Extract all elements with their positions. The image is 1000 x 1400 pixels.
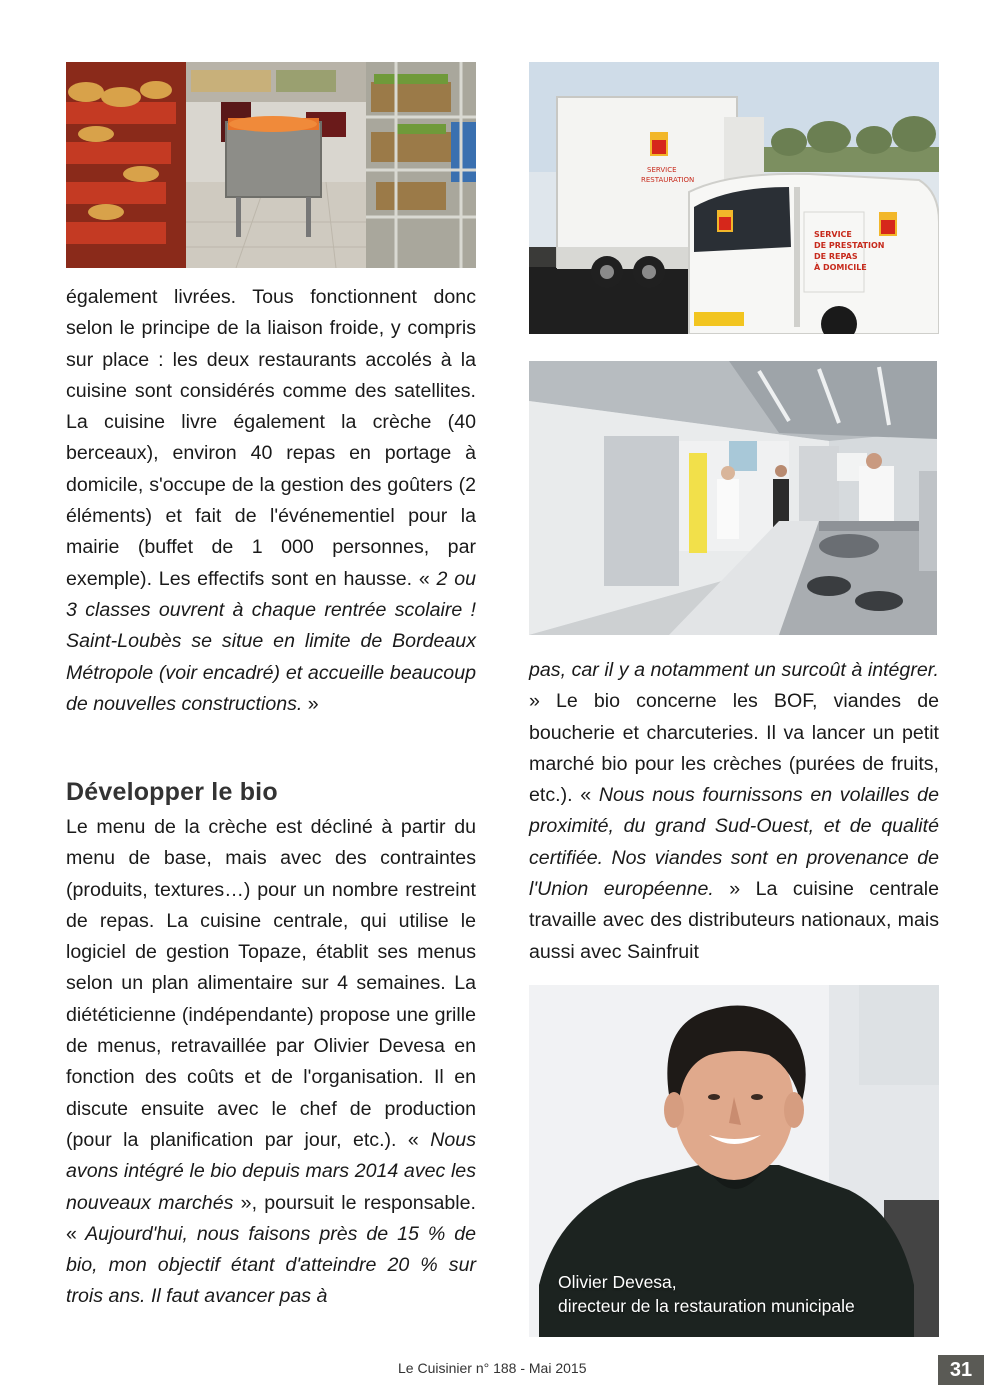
paragraph: Le menu de la crèche est décliné à partir du menu de base, mais avec des contraintes (produits, textures…) pour un nombre restreint de repas. La cuisine centrale, qui utilise le logiciel de gestion Topaze, établit ses menus selon un plan alimentaire sur 4 semaines. La diététicienne (indépendante) propose une grille de menus, retravaillée par Olivier Devesa en fonction des coûts et de l'organisation. Il en discute ensuite avec le chef de production (pour la planification par jour, etc.). « Nous avons intégré le bio depuis mars 2014 avec les nouveaux marchés », poursuit le responsable. « Aujourd'hui, nous faisons près de 15 % de bio, mon objectif étant d'atteindre 20 % sur trois ans. Il faut avancer pas à [66, 816, 476, 1308]
paragraph: pas, car il y a notamment un surcoût à intégrer. » Le bio concerne les BOF, viandes de boucherie et charcuteries. Il va lancer un petit marché bio pour les crèches (purées de fruits, etc.). « Nous nous fournissons en volailles de proximité, du grand Sud-Ouest, et de qualité certifiée. Nos viandes sont en provenance de l'Union européenne. » La cuisine centrale travaille avec des distributeurs nationaux, mais aussi avec Sainfruit [529, 659, 939, 963]
footer-publication: Le Cuisinier n° 188 - Mai 2015 [398, 1360, 587, 1376]
van-label-1: SERVICE [814, 230, 852, 239]
storage-room-photo [66, 62, 476, 268]
box-truck-label-1: SERVICE [647, 166, 677, 174]
caption-line-1: Olivier Devesa, [558, 1272, 677, 1292]
photo-caption [558, 1270, 855, 1318]
right-column-text [529, 655, 939, 968]
caption-line-2: directeur de la restauration municipale [558, 1296, 855, 1316]
left-column-text-b [66, 812, 476, 1313]
central-kitchen-photo [529, 361, 937, 635]
van-label-2: DE PRESTATION [814, 241, 885, 250]
left-column-text-a [66, 282, 476, 720]
page-number: 31 [938, 1355, 984, 1385]
paragraph: également livrées. Tous fonctionnent donc selon le principe de la liaison froide, y compris sur place : les deux restaurants accolés à la cuisine sont considérés comme des satellites. La cuisine livre également la crèche (40 berceaux), environ 40 repas en portage à domicile, s'occupe de la gestion des goûters (2 éléments) et fait de l'événementiel pour la mairie (buffet de 1 000 personnes, par exemple). Les effectifs sont en hausse. « 2 ou 3 classes ouvrent à chaque rentrée scolaire ! Saint-Loubès se situe en limite de Bordeaux Métropole (voir encadré) et accueille beaucoup de nouvelles constructions. » [66, 286, 476, 715]
box-truck-label-2: RESTAURATION [641, 176, 695, 184]
van-label-4: À DOMICILE [814, 263, 867, 272]
van-label-3: DE REPAS [814, 252, 858, 261]
delivery-trucks-photo [529, 62, 939, 334]
section-heading: Développer le bio [66, 778, 278, 806]
